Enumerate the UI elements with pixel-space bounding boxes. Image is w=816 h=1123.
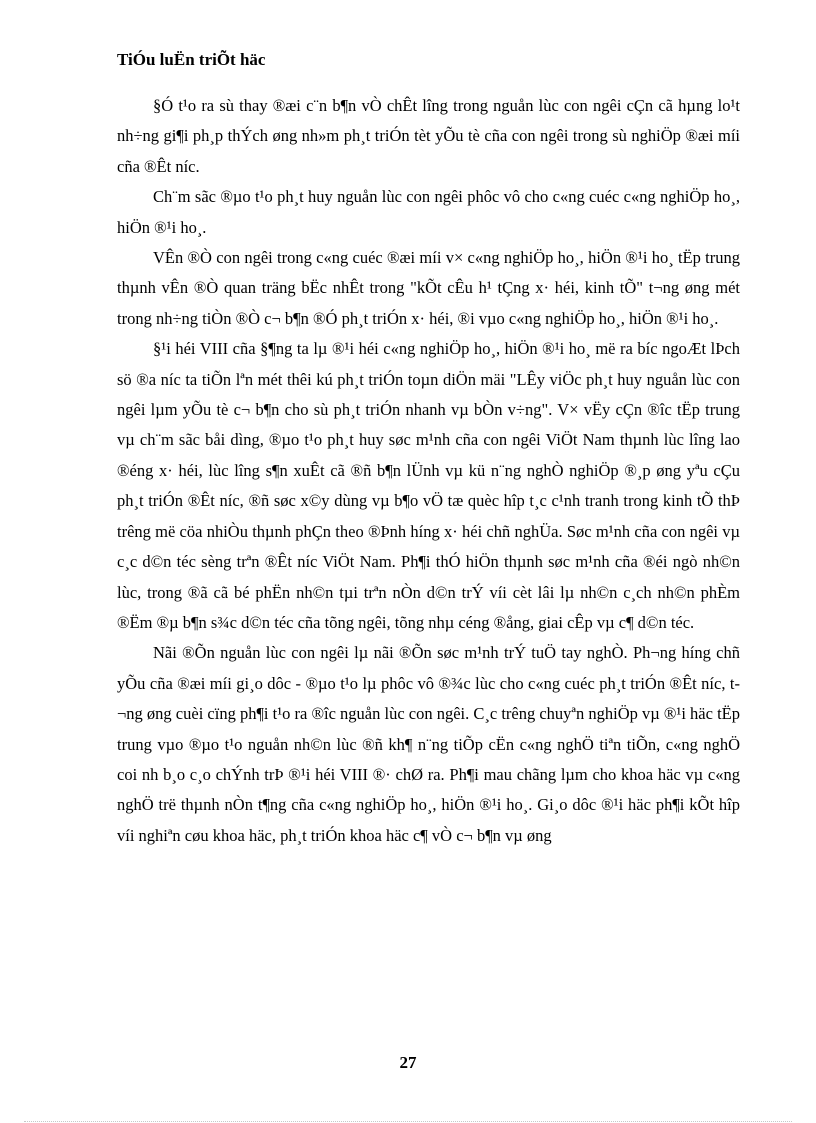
paragraph-3: VÊn ®Ò con ngêi trong c«ng cuéc ®æi míi v× c«ng nghiÖp ho¸, hiÖn ®¹i ho¸ tËp trung thµnh vÊn ®Ò quan träng bËc nhÊt trong "kÕt cÊu h¹ tÇng x· héi, kinh tÕ" t¬ng øng mét trong nh÷ng tiÒn ®Ò c¬ b¶n ®Ó ph¸t triÓn x· héi, ®i vµo c«ng nghiÖp ho¸, hiÖn ®¹i ho¸. [117,248,740,328]
paragraph-2: Ch¨m sãc ®µo t¹o ph¸t huy nguån lùc con ngêi phôc vô cho c«ng cuéc c«ng nghiÖp ho¸, hiÖn ®¹i ho¸. [117,187,740,237]
page-bottom-divider [24,1121,792,1122]
page-number: 27 [399,1053,417,1072]
document-body [117,91,740,851]
running-header: TiÓu luËn triÕt häc [117,50,266,69]
paragraph-5: Nãi ®Õn nguån lùc con ngêi lµ nãi ®Õn søc m¹nh trÝ tuÖ tay nghÒ. Ph¬ng híng chñ yÕu cña ®æi míi gi¸o dôc - ®µo t¹o lµ phôc vô ®¾c lùc cho c«ng cuéc ph¸t triÓn ®Êt níc, t¬ng øng cuèi cïng ph¶i t¹o ra ®îc nguån lùc con ngêi. C¸c trêng chuyªn nghiÖp vµ ®¹i häc tËp trung vµo ®µo t¹o nguån nh©n lùc ®ñ kh¶ n¨ng tiÕp cËn c«ng nghÖ tiªn tiÕn, c«ng nghÖ coi nh b¸o c¸o chÝnh trÞ ®¹i héi VIII ®· chØ ra. Ph¶i mau chãng lµm cho khoa häc vµ c«ng nghÖ trë thµnh nÒn t¶ng cña c«ng nghiÖp ho¸, hiÖn ®¹i ho¸. Gi¸o dôc ®¹i häc ph¶i kÕt hîp víi nghiªn cøu khoa häc, ph¸t triÓn khoa häc c¶ vÒ c¬ b¶n vµ øng [117,643,740,845]
paragraph-4: §¹i héi VIII cña §¶ng ta lµ ®¹i héi c«ng nghiÖp ho¸, hiÖn ®¹i ho¸ më ra bíc ngoÆt lÞch sö ®a níc ta tiÕn lªn mét thêi kú ph¸t triÓn toµn diÖn mäi "LÊy viÖc ph¸t huy nguån lùc con ngêi lµm yÕu tè c¬ b¶n cho sù ph¸t triÓn nhanh vµ bÒn v÷ng". V× vËy cÇn ®îc tËp trung vµ ch¨m sãc båi dìng, ®µo t¹o ph¸t huy søc m¹nh cña con ngêi ViÖt Nam thµnh lùc lîng lao ®éng x· héi, lùc lîng s¶n xuÊt cã ®ñ b¶n lÜnh vµ kü n¨ng nghÒ nghiÖp ®¸p øng yªu cÇu ph¸t triÓn ®Êt níc, ®ñ søc x©y dùng vµ b¶o vÖ tæ quèc hîp t¸c c¹nh tranh trong kinh tÕ thÞ trêng më cöa nhiÒu thµnh phÇn theo ®Þnh híng x· héi chñ nghÜa. Søc m¹nh cña con ngêi vµ c¸c d©n téc sèng trªn ®Êt níc ViÖt Nam. Ph¶i thÓ hiÖn thµnh søc m¹nh cña ®éi ngò nh©n lùc, trong ®ã cã bé phËn nh©n tµi trªn nÒn d©n trÝ víi cèt lâi lµ nh©n c¸ch nh©n phÈm ®Ëm ®µ b¶n s¾c d©n téc cña tõng ngêi, tõng nhµ céng ®ång, giai cÊp vµ c¶ d©n téc. [117,339,740,632]
paragraph-1: §Ó t¹o ra sù thay ®æi c¨n b¶n vÒ chÊt lîng trong nguån lùc con ngêi cÇn cã hµng lo¹t nh÷ng gi¶i ph¸p thÝch øng nh»m ph¸t triÓn tèt yÕu tè cña con ngêi trong sù nghiÖp ®æi míi cña ®Êt níc. [117,96,740,176]
